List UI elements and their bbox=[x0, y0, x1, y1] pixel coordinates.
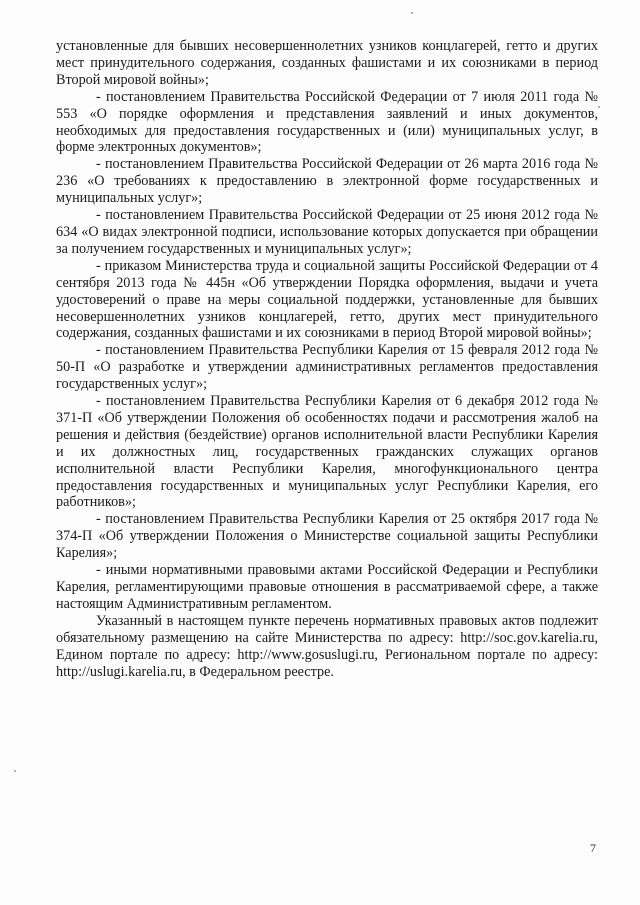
scan-speck bbox=[411, 12, 413, 14]
paragraph-8: - постановлением Правительства Республики Карелия от 25 октября 2017 года № 374-П «Об утверждении Положения о Министерстве социальной защиты Республики Карелия»; bbox=[56, 511, 598, 562]
paragraph-2: - постановлением Правительства Российской Федерации от 7 июля 2011 года № 553 «О порядке оформления и представления заявлений и иных документов, необходимых для предоставления государственных и (или) муниципальных услуг, в форме электронных документов»; bbox=[56, 88, 598, 156]
paragraph-5: - приказом Министерства труда и социальной защиты Российской Федерации от 4 сентября 2013 года № 445н «Об утверждении Порядка оформления, выдачи и учета удостоверений о праве на меры социальной поддержки, установленные для бывших несовершеннолетних узников концлагерей, гетто, других мест принудительного содержания, созданных фашистами и их союзниками в период Второй мировой войны»; bbox=[56, 257, 598, 342]
paragraph-7: - постановлением Правительства Республики Карелия от 6 декабря 2012 года № 371-П «Об утверждении Положения об особенностях подачи и рассмотрения жалоб на решения и действия (бездействие) органов исполнительной власти Республики Карелия и их должностных лиц, государственных гражданских служащих органов исполнительной власти Республики Карелия, многофункционального центра предоставления государственных и муниципальных услуг Республики Карелия, его работников»; bbox=[56, 393, 598, 511]
scan-speck bbox=[598, 106, 600, 108]
document-body bbox=[56, 38, 598, 680]
paragraph-3: - постановлением Правительства Российской Федерации от 26 марта 2016 года № 236 «О требованиях к предоставлению в электронной форме государственных и муниципальных услуг»; bbox=[56, 156, 598, 207]
paragraph-6: - постановлением Правительства Республики Карелия от 15 февраля 2012 года № 50-П «О разработке и утверждении административных регламентов предоставления государственных услуг»; bbox=[56, 342, 598, 393]
page-number: 7 bbox=[590, 841, 596, 855]
paragraph-1: установленные для бывших несовершеннолетних узников концлагерей, гетто и других мест принудительного содержания, созданных фашистами и их союзниками в период Второй мировой войны»; bbox=[56, 38, 598, 88]
paragraph-4: - постановлением Правительства Российской Федерации от 25 июня 2012 года № 634 «О видах электронной подписи, использование которых допускается при обращении за получением государственных и муниципальных услуг»; bbox=[56, 207, 598, 257]
paragraph-10: Указанный в настоящем пункте перечень нормативных правовых актов подлежит обязательному размещению на сайте Министерства по адресу: http://soc.gov.karelia.ru, Едином портале по адресу: http://www.gosuslugi.ru, Региональном портале по адресу: http://uslugi.karelia.ru, в Федеральном реестре. bbox=[56, 612, 598, 680]
paragraph-9: - иными нормативными правовыми актами Российской Федерации и Республики Карелия, регламентирующими правовые отношения в рассматриваемой сфере, а также настоящим Административным регламентом. bbox=[56, 562, 598, 612]
scan-speck bbox=[14, 770, 16, 772]
